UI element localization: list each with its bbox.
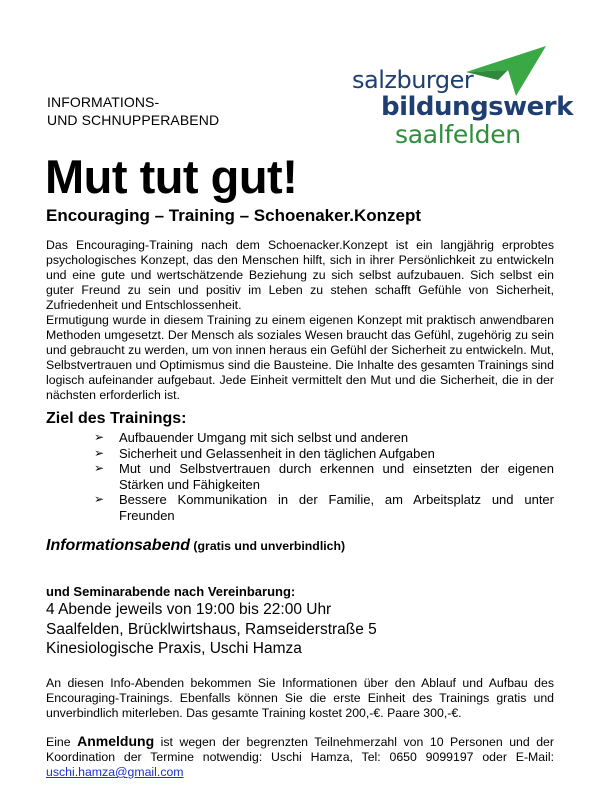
seminar-details [46,600,377,659]
arrow-bullet-icon: ➢ [94,445,105,460]
arrow-bullet-icon: ➢ [94,430,105,444]
info-evening-label: Informationsabend [46,537,191,554]
seminar-schedule: 4 Abende jeweils von 19:00 bis 22:00 Uhr [46,601,332,618]
contact-email-link[interactable]: uschi.hamza@gmail.com [46,765,184,779]
goal-text: Bessere Kommunikation in der Familie, am Arbeitsplatz und unter Freunden [119,492,554,523]
list-item [94,492,554,523]
goals-heading: Ziel des Trainings: [46,410,187,427]
list-item [94,461,554,492]
goals-list [94,430,554,523]
arrow-bullet-icon: ➢ [94,461,105,475]
bildungswerk-logo [348,44,573,152]
logo-line-2: bildungswerk [381,92,573,122]
header-line-2: UND SCHNUPPERABEND [47,112,220,128]
closing-paragraph-info: An diesen Info-Abenden bekommen Sie Informationen über den Ablauf und Aufbau des Encouraging-Trainings. Ebenfalls können Sie die erste Einheit des Trainings gratis und unverbindlich miterleben. Das gesamte Training kostet 200,-€. Paare 300,-€. [46,676,554,720]
header-line-1: INFORMATIONS- [47,94,160,110]
seminar-heading: und Seminarabende nach Vereinbarung: [46,584,296,599]
list-item [94,446,554,462]
list-item [94,430,554,446]
logo-line-1: salzburger [352,66,474,94]
arrow-bullet-icon: ➢ [94,492,105,506]
registration-text-start: Eine [46,735,78,749]
registration-keyword: Anmeldung [77,733,155,749]
info-evening-line [46,537,345,555]
goal-text: Sicherheit und Gelassenheit in den täglichen Aufgaben [119,445,435,461]
seminar-host: Kinesiologische Praxis, Uschi Hamza [46,640,302,657]
registration-text-rest: ist wegen der begrenzten Teilnehmerzahl von 10 Personen und der Koordination der Termine notwendig: Uschi Hamza, Tel: 0650 9099197 oder E-Mail: [46,735,554,764]
intro-paragraph-2: Ermutigung wurde in diesem Training zu einem eigenen Konzept mit praktisch anwendbaren Methoden umgesetzt. Der Mensch als soziales Wesen braucht das Gefühl, zugehörig zu sein und gebraucht zu werden, um von innen heraus ein Gefühl der Sicherheit zu entwickeln. Mut, Selbstvertrauen und Optimismus sind die Bausteine. Die Inhalte des gesamten Trainings sind logisch aufeinander aufgebaut. Jede Einheit vermittelt den Mut und die Sicherheit, die in der nächsten erforderlich ist. [46,313,554,402]
goal-text: Aufbauender Umgang mit sich selbst und anderen [119,430,409,445]
intro-paragraph-1: Das Encouraging-Training nach dem Schoenacker.Konzept ist ein langjährig erprobtes psychologisches Konzept, das den Menschen hilft, sich in ihrer Persönlichkeit zu entwickeln und eine gute und wertschätzende Beziehung zu sich selbst aufzubauen. Sich selbst ein guter Freund zu sein und positiv im Leben zu stehen schafft Gefühle von Sicherheit, Zufriedenheit und Entschlossenheit. [46,238,554,312]
logo-line-3: saalfelden [395,120,521,149]
page-title: Mut tut gut! [45,150,298,203]
page-subtitle: Encouraging – Training – Schoenaker.Konzept [46,206,422,225]
goal-text: Mut und Selbstvertrauen durch erkennen und einsetzten der eigenen Stärken und Fähigkeiten [119,461,554,492]
event-type-header [47,93,219,129]
info-evening-note: (gratis und unverbindlich) [190,539,346,553]
seminar-location: Saalfelden, Brücklwirtshaus, Ramseiderstraße 5 [46,620,377,638]
closing-paragraph-registration [46,734,554,780]
